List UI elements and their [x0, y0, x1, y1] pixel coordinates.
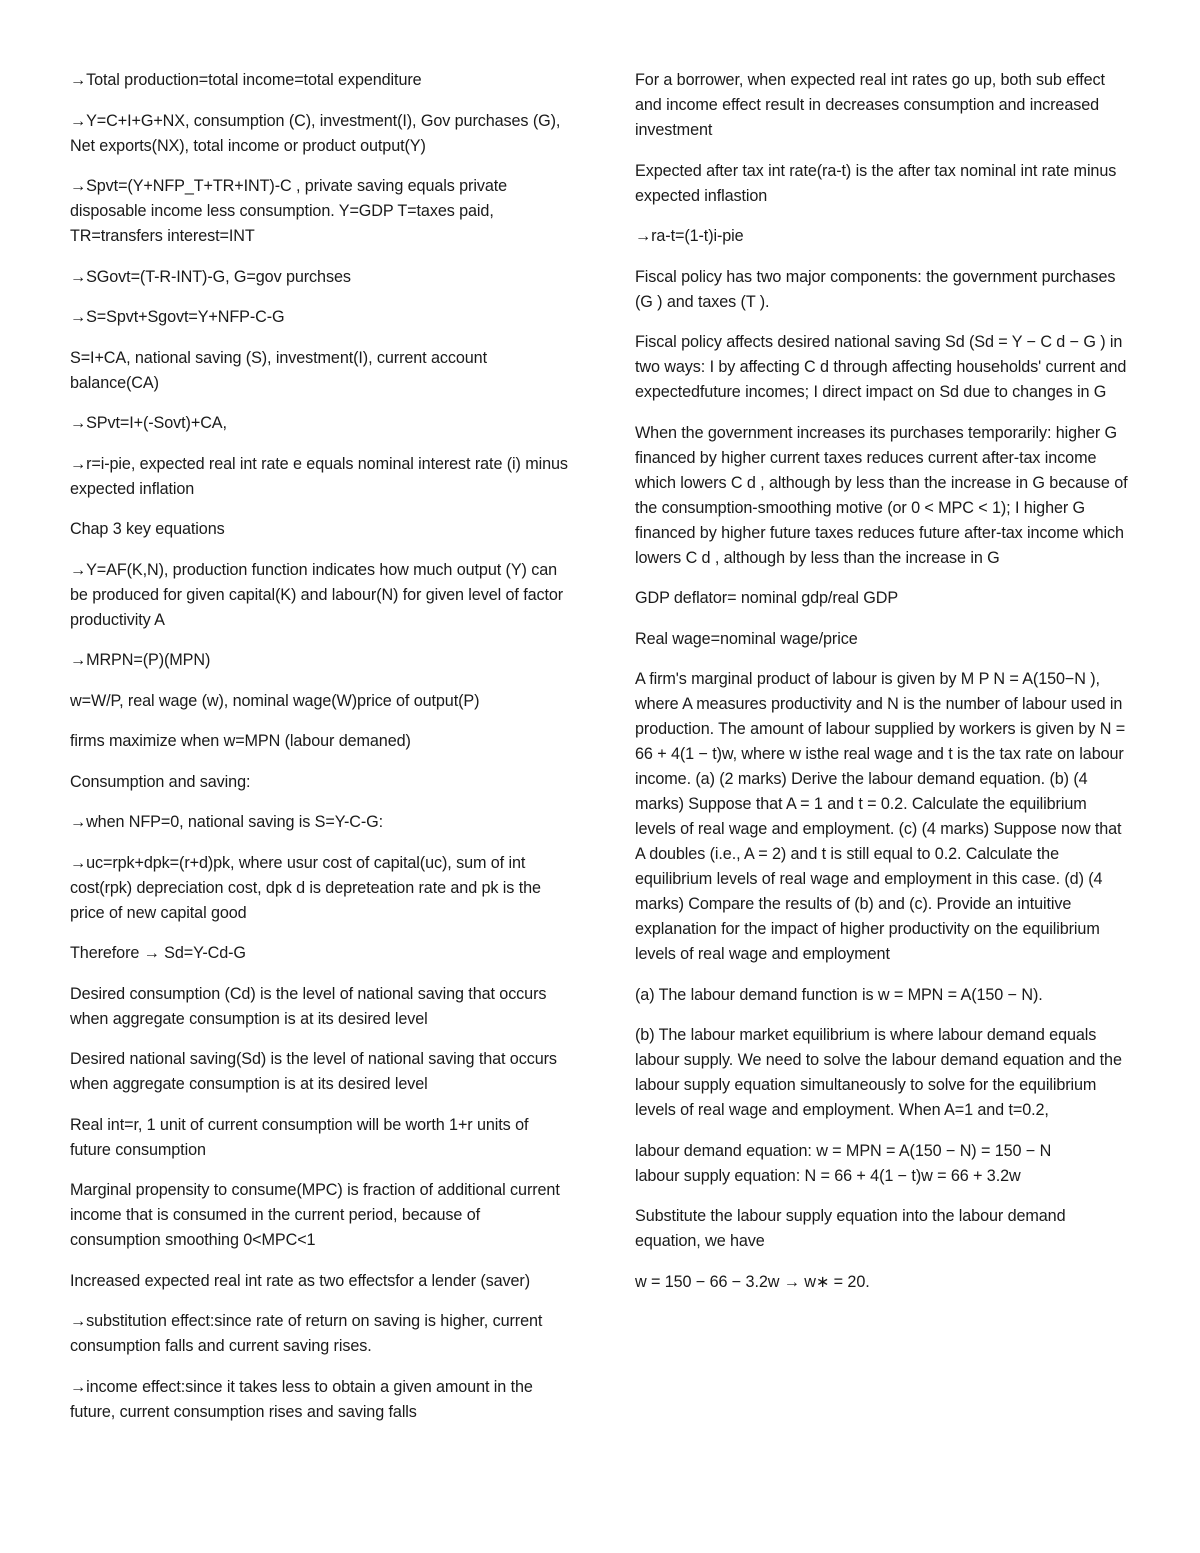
paragraph: →S=Spvt+Sgovt=Y+NFP-C-G — [70, 308, 285, 326]
paragraph: Desired consumption (Cd) is the level of national saving that occurs when aggregate consumption is at its desired level — [70, 984, 547, 1028]
paragraph: →when NFP=0, national saving is S=Y-C-G: — [70, 813, 384, 831]
paragraph: →SPvt=I+(-Sovt)+CA, — [70, 414, 227, 432]
paragraph: →uc=rpk+dpk=(r+d)pk, where usur cost of capital(uc), sum of int cost(rpk) depreciation cost, dpk d is depreteation rate and pk is the price of new capital good — [70, 853, 541, 922]
paragraph: →Spvt=(Y+NFP_T+TR+INT)-C , private saving equals private disposable income less consumption. Y=GDP T=taxes paid, TR=transfers interest=INT — [70, 177, 508, 245]
answer-paragraph: (a) The labour demand function is w = MPN = A(150 − N). — [635, 985, 1043, 1004]
paragraph: For a borrower, when expected real int rates go up, both sub effect and income effect result in decreases consumption and increased investment — [635, 71, 1105, 139]
left-column — [70, 68, 570, 1440]
question-paragraph: A firm's marginal product of labour is given by M P N = A(150−N ), where A measures productivity and N is the number of labour used in production. The amount of labour supplied by workers is given by N = 66 + 4(1 − t)w, where w isthe real wage and t is the tax rate on labour income. (a) (2 marks) Derive the labour demand equation. (b) (4 marks) Suppose that A = 1 and t = 0.2. Calculate the equilibrium levels of real wage and employment. (c) (4 marks) Suppose now that A doubles (i.e., A = 2) and t is still equal to 0.2. Calculate the equilibrium levels of real wage and employment in this case. (d) (4 marks) Compare the results of (b) and (c). Provide an intuitive explanation for the impact of higher productivity on the equilibrium levels of real wage and employment — [635, 670, 1126, 963]
paragraph: w=W/P, real wage (w), nominal wage(W)price of output(P) — [70, 691, 480, 710]
paragraph: Real int=r, 1 unit of current consumption will be worth 1+r units of future consumption — [70, 1115, 529, 1159]
paragraph: →Y=AF(K,N), production function indicates how much output (Y) can be produced for given capital(K) and labour(N) for given level of factor productivity A — [70, 560, 564, 629]
paragraph: →SGovt=(T-R-INT)-G, G=gov purchses — [70, 267, 351, 286]
answer-paragraph: (b) The labour market equilibrium is where labour demand equals labour supply. We need to solve the labour demand equation and the labour supply equation simultaneously to solve for the equilibrium levels of real wage and employment. When A=1 and t=0.2, — [635, 1026, 1122, 1119]
equation-line: labour demand equation: w = MPN = A(150 − N) = 150 − N — [635, 1141, 1052, 1160]
paragraph: Fiscal policy affects desired national saving Sd (Sd = Y − C d − G ) in two ways: I by affecting C d through affecting households' current and expectedfuture incomes; I direct impact on Sd due to changes in G — [635, 333, 1127, 401]
paragraph: →Y=C+I+G+NX, consumption (C), investment(I), Gov purchases (G), Net exports(NX), total income or product output(Y) — [70, 111, 561, 155]
section-heading: Consumption and saving: — [70, 772, 251, 791]
paragraph: GDP deflator= nominal gdp/real GDP — [635, 589, 899, 607]
paragraph: Desired national saving(Sd) is the level of national saving that occurs when aggregate consumption is at its desired level — [70, 1050, 557, 1093]
answer-paragraph: Substitute the labour supply equation into the labour demand equation, we have — [635, 1207, 1066, 1250]
paragraph: →ra-t=(1-t)i-pie — [635, 227, 744, 245]
paragraph: →substitution effect:since rate of return on saving is higher, current consumption falls and current saving rises. — [70, 1312, 543, 1355]
right-column — [635, 68, 1131, 1310]
paragraph: →income effect:since it takes less to obtain a given amount in the future, current consumption rises and saving falls — [70, 1377, 533, 1421]
paragraph: →Total production=total income=total expenditure — [70, 71, 422, 89]
paragraph: Marginal propensity to consume(MPC) is fraction of additional current income that is consumed in the current period, because of consumption smoothing 0<MPC<1 — [70, 1181, 560, 1249]
paragraph: Expected after tax int rate(ra-t) is the after tax nominal int rate minus expected inflastion — [635, 161, 1117, 205]
paragraph: When the government increases its purchases temporarily: higher G financed by higher current taxes reduces current after-tax income which lowers C d , although by less than the increase in G because of the consumption-smoothing motive (or 0 < MPC < 1); I higher G financed by higher future taxes reduces future after-tax income which lowers C d , although by less than the increase in G — [635, 423, 1128, 567]
paragraph: →MRPN=(P)(MPN) — [70, 651, 211, 669]
paragraph: Therefore → Sd=Y-Cd-G — [70, 944, 246, 962]
paragraph: Real wage=nominal wage/price — [635, 629, 858, 648]
section-heading: Chap 3 key equations — [70, 520, 225, 538]
equation-line: w = 150 − 66 − 3.2w → w∗ = 20. — [635, 1272, 870, 1291]
paragraph: Fiscal policy has two major components: the government purchases (G ) and taxes (T ). — [635, 267, 1116, 311]
paragraph: firms maximize when w=MPN (labour demaned) — [70, 732, 411, 750]
paragraph: →r=i-pie, expected real int rate e equals nominal interest rate (i) minus expected inflation — [70, 454, 568, 498]
equation-line: labour supply equation: N = 66 + 4(1 − t)w = 66 + 3.2w — [635, 1166, 1021, 1185]
paragraph: S=I+CA, national saving (S), investment(I), current account balance(CA) — [70, 348, 487, 392]
paragraph: Increased expected real int rate as two effectsfor a lender (saver) — [70, 1271, 530, 1290]
